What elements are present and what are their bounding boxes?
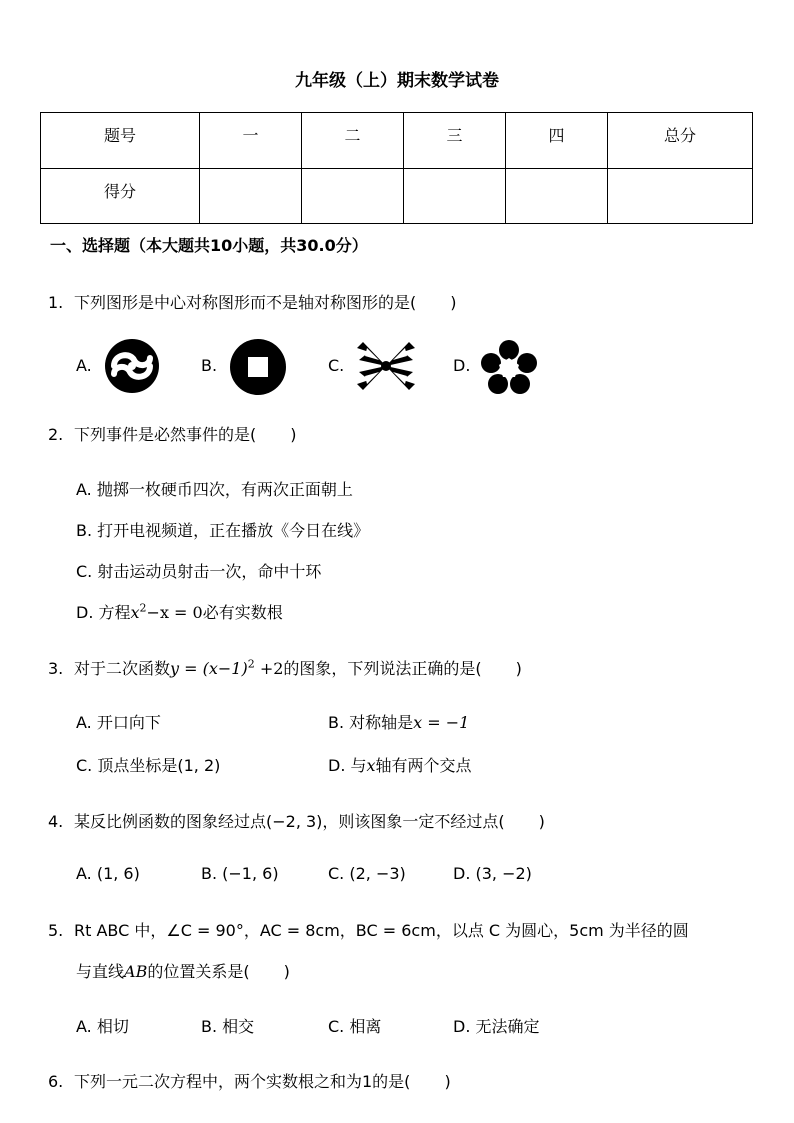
- option-b[interactable]: [328, 710, 469, 733]
- math-var: x: [130, 603, 140, 622]
- question-paren: ): [450, 293, 457, 312]
- option-b[interactable]: B.: [201, 356, 218, 375]
- math-var: x: [366, 756, 376, 775]
- question-text: 对于二次函数: [74, 659, 171, 678]
- question-text: 某反比例函数的图象经过点(−2, 3)，则该图象一定不经过点(: [74, 812, 505, 831]
- question-paren: ): [444, 1072, 451, 1091]
- question-text: 与直线: [76, 962, 125, 981]
- option-c[interactable]: C. 相离: [328, 1017, 382, 1036]
- square-hole-coin-icon: [229, 338, 287, 396]
- question-2: [48, 422, 297, 445]
- score-table-header-row: [41, 113, 753, 169]
- question-number: 1.: [48, 293, 64, 312]
- question-paren: ): [538, 812, 545, 831]
- question-text: 的图象，下列说法正确的是(: [283, 659, 482, 678]
- score-table-header-cell: 一: [200, 113, 302, 169]
- question-1: [48, 290, 457, 313]
- option-d-label: D. 方程: [76, 603, 131, 622]
- math-expression: −x = 0: [146, 603, 203, 622]
- question-number: 6.: [48, 1072, 64, 1091]
- option-d[interactable]: [328, 753, 472, 776]
- yin-yang-icon: [104, 338, 160, 394]
- score-table-header-cell: 题号: [41, 113, 200, 169]
- score-cell[interactable]: [608, 168, 753, 224]
- option-d[interactable]: D. 无法确定: [453, 1017, 540, 1036]
- page-title: 九年级（上）期末数学试卷: [295, 71, 499, 91]
- option-a[interactable]: A. 开口向下: [76, 713, 161, 732]
- question-paren: ): [515, 659, 522, 678]
- option-d-tail: 轴有两个交点: [375, 756, 472, 775]
- option-a[interactable]: A. (1, 6): [76, 864, 140, 883]
- score-table-header-cell: 四: [506, 113, 608, 169]
- option-c[interactable]: C.: [328, 356, 345, 375]
- score-table-score-row: [41, 168, 753, 224]
- score-table-header-cell: 二: [302, 113, 404, 169]
- four-petal-icon: [355, 338, 417, 394]
- question-text: 下列一元二次方程中，两个实数根之和为1的是(: [74, 1072, 411, 1091]
- question-number: 3.: [48, 659, 64, 678]
- option-a[interactable]: A. 相切: [76, 1017, 129, 1036]
- option-b[interactable]: B. (−1, 6): [201, 864, 279, 883]
- section-heading: 一、选择题（本大题共10小题，共30.0分）: [50, 236, 368, 255]
- score-table-header-cell: 三: [404, 113, 506, 169]
- option-a[interactable]: A.: [76, 356, 92, 375]
- score-cell[interactable]: [506, 168, 608, 224]
- score-cell[interactable]: [200, 168, 302, 224]
- question-text: Rt ABC 中，∠C = 90°，AC = 8cm，BC = 6cm，以点 C 为圆心，5cm 为半径的圆: [74, 921, 689, 940]
- option-c[interactable]: C. 射击运动员射击一次，命中十环: [76, 562, 322, 581]
- question-text: 下列图形是中心对称图形而不是轴对称图形的是(: [74, 293, 417, 312]
- option-d-tail: 必有实数根: [202, 603, 283, 622]
- math-var: AB: [124, 962, 148, 981]
- question-paren: ): [290, 425, 297, 444]
- math-function: y = (x−1): [170, 659, 248, 678]
- option-d[interactable]: D.: [453, 356, 471, 375]
- math-exponent: 2: [247, 657, 255, 671]
- score-table-header-cell: 总分: [608, 113, 753, 169]
- question-5-line-2: [76, 959, 290, 982]
- question-5: [48, 918, 689, 941]
- score-row-label: 得分: [41, 168, 200, 224]
- math-expression: +2: [254, 659, 284, 678]
- option-b[interactable]: B. 打开电视频道，正在播放《今日在线》: [76, 521, 370, 540]
- option-a[interactable]: A. 抛掷一枚硬币四次，有两次正面朝上: [76, 480, 353, 499]
- option-b-label: B. 对称轴是: [328, 713, 414, 732]
- score-cell[interactable]: [404, 168, 506, 224]
- option-d[interactable]: [76, 600, 283, 623]
- pentagon-flower-icon: [481, 340, 537, 394]
- option-d[interactable]: D. (3, −2): [453, 864, 532, 883]
- option-b[interactable]: B. 相交: [201, 1017, 255, 1036]
- math-expression: x = −1: [413, 713, 470, 732]
- option-c[interactable]: C. (2, −3): [328, 864, 406, 883]
- question-4: [48, 809, 545, 832]
- question-3: [48, 656, 522, 679]
- math-exponent: 2: [139, 601, 147, 615]
- question-text: 下列事件是必然事件的是(: [74, 425, 257, 444]
- option-c[interactable]: C. 顶点坐标是(1, 2): [76, 756, 221, 775]
- question-text: 的位置关系是(: [147, 962, 250, 981]
- question-number: 2.: [48, 425, 64, 444]
- question-6: [48, 1069, 451, 1092]
- question-number: 5.: [48, 921, 64, 940]
- question-paren: ): [283, 962, 290, 981]
- score-cell[interactable]: [302, 168, 404, 224]
- question-number: 4.: [48, 812, 64, 831]
- option-d-label: D. 与: [328, 756, 367, 775]
- score-table: [40, 112, 753, 224]
